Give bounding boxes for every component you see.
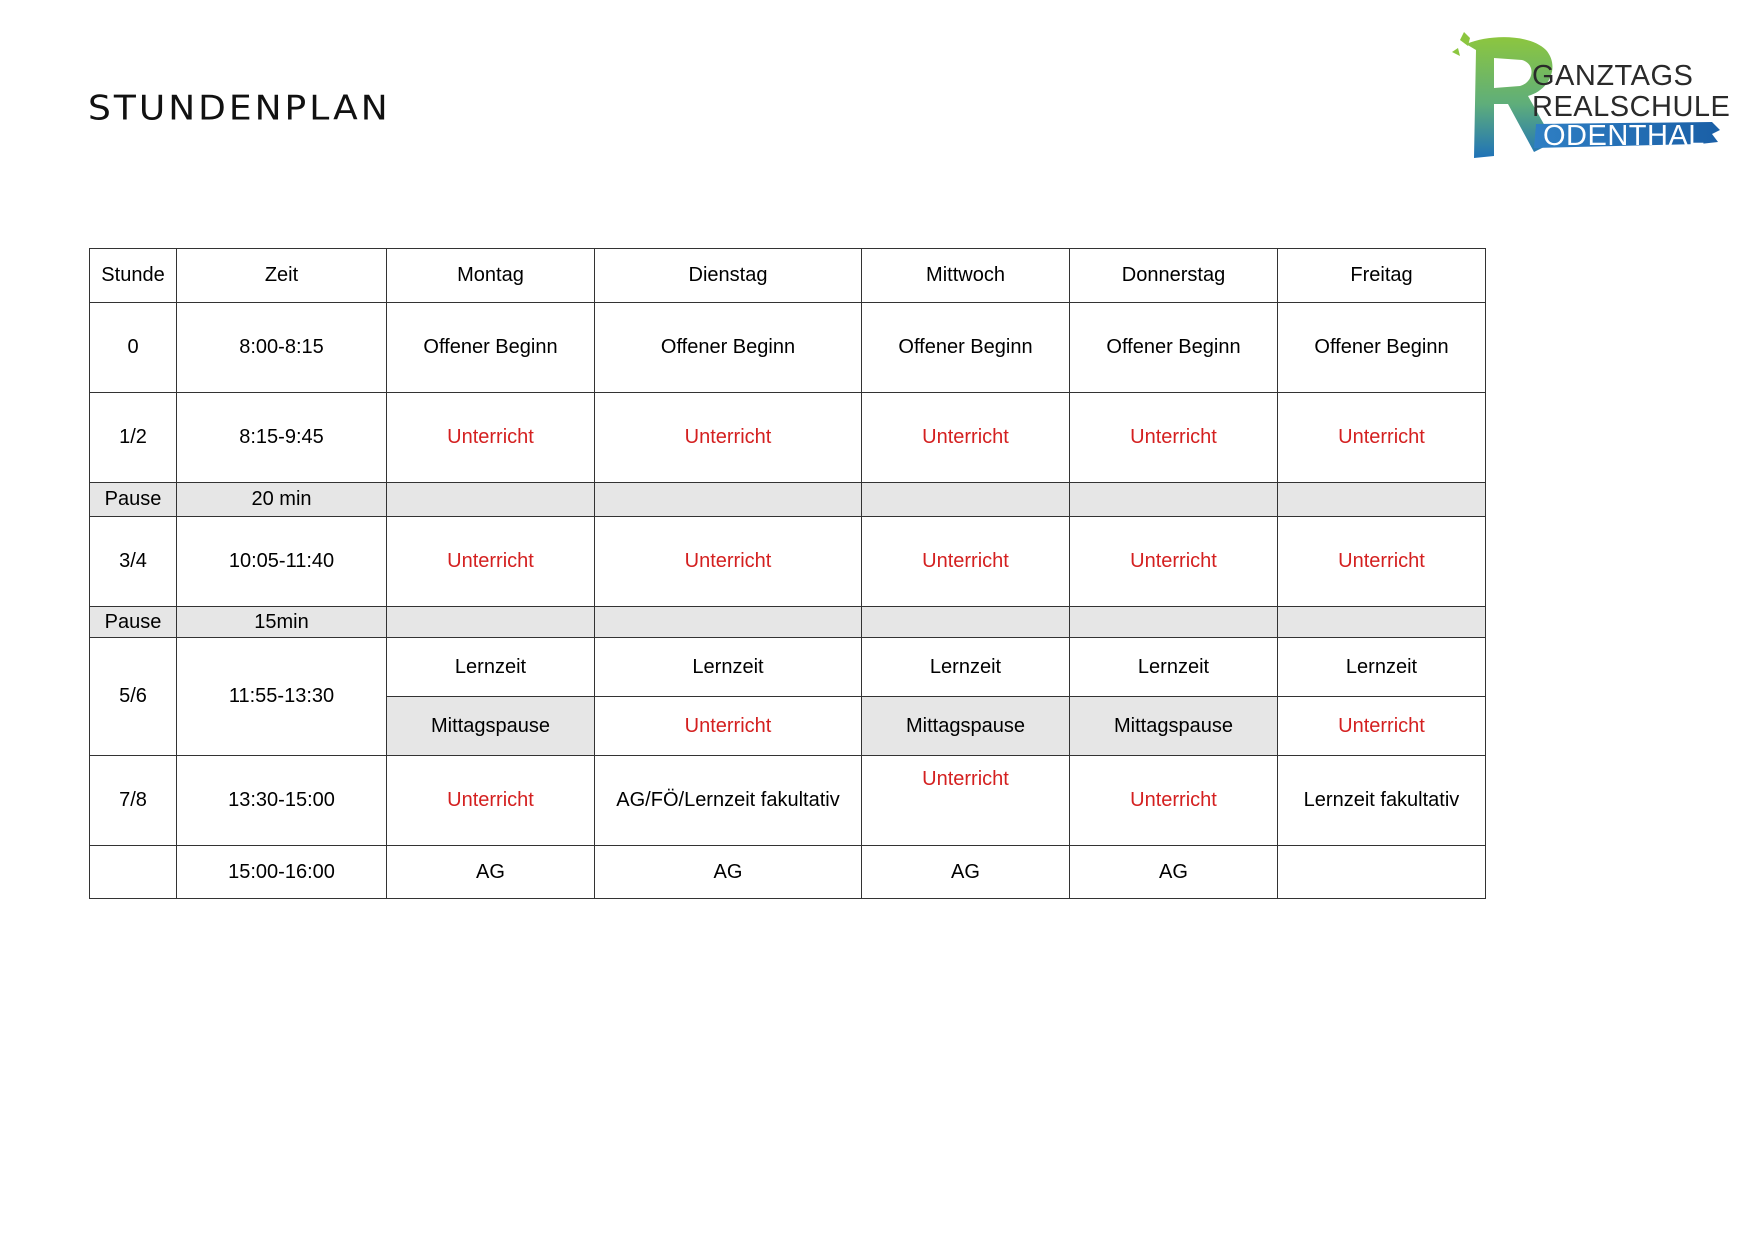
lesson-cell	[1278, 846, 1486, 899]
period-time: 10:05-11:40	[177, 517, 387, 607]
period-number: 7/8	[90, 756, 177, 846]
header-day: Dienstag	[595, 249, 862, 303]
pause-duration: 15min	[177, 607, 387, 638]
period-number: 1/2	[90, 393, 177, 483]
period-number: 5/6	[90, 638, 177, 756]
period-time: 8:00-8:15	[177, 303, 387, 393]
table-row	[90, 517, 1486, 607]
header-day: Montag	[387, 249, 595, 303]
pause-row	[90, 607, 1486, 638]
timetable	[89, 248, 1486, 899]
header-stunde: Stunde	[90, 249, 177, 303]
lesson-cell: Unterricht	[862, 393, 1070, 483]
lesson-cell: Unterricht	[862, 517, 1070, 607]
pause-label: Pause	[90, 607, 177, 638]
lesson-cell: Offener Beginn	[1278, 303, 1486, 393]
pause-cell	[1070, 607, 1278, 638]
pause-label: Pause	[90, 483, 177, 517]
lesson-cell: AG	[387, 846, 595, 899]
lesson-cell: Unterricht	[1278, 393, 1486, 483]
period-time: 8:15-9:45	[177, 393, 387, 483]
lesson-cell: Offener Beginn	[387, 303, 595, 393]
table-row	[90, 303, 1486, 393]
pause-cell	[595, 483, 862, 517]
pause-cell	[387, 483, 595, 517]
lesson-cell: Unterricht	[595, 393, 862, 483]
pause-cell	[387, 607, 595, 638]
lesson-cell: AG	[1070, 846, 1278, 899]
lesson-cell: Lernzeit	[1070, 638, 1278, 697]
pause-cell	[1070, 483, 1278, 517]
lesson-cell: Lernzeit	[1278, 638, 1486, 697]
pause-duration: 20 min	[177, 483, 387, 517]
pause-row	[90, 483, 1486, 517]
school-logo	[1450, 30, 1730, 162]
logo-text-ganztags: GANZTAGS	[1532, 60, 1694, 92]
pause-cell	[1278, 483, 1486, 517]
lesson-cell: AG	[595, 846, 862, 899]
lesson-cell: Mittagspause	[387, 697, 595, 756]
pause-cell	[595, 607, 862, 638]
lesson-cell: AG/FÖ/Lernzeit fakultativ	[595, 756, 862, 846]
period-number	[90, 846, 177, 899]
page-title: STUNDENPLAN	[88, 89, 391, 128]
lesson-cell: Lernzeit	[387, 638, 595, 697]
period-time: 11:55-13:30	[177, 638, 387, 756]
lesson-cell: Lernzeit	[862, 638, 1070, 697]
table-row	[90, 638, 1486, 697]
table-row	[90, 393, 1486, 483]
lesson-cell: Offener Beginn	[595, 303, 862, 393]
lesson-cell: Unterricht	[1070, 756, 1278, 846]
lesson-cell: Offener Beginn	[862, 303, 1070, 393]
lesson-cell: Mittagspause	[862, 697, 1070, 756]
lesson-cell: Lernzeit	[595, 638, 862, 697]
lesson-cell: Lernzeit fakultativ	[1278, 756, 1486, 846]
lesson-cell: Offener Beginn	[1070, 303, 1278, 393]
period-number: 3/4	[90, 517, 177, 607]
lesson-cell: Unterricht	[595, 697, 862, 756]
table-row	[90, 846, 1486, 899]
period-time: 15:00-16:00	[177, 846, 387, 899]
lesson-cell: Unterricht	[1278, 517, 1486, 607]
header-day: Mittwoch	[862, 249, 1070, 303]
header-row	[90, 249, 1486, 303]
lesson-cell: Unterricht	[387, 517, 595, 607]
pause-cell	[1278, 607, 1486, 638]
header-zeit: Zeit	[177, 249, 387, 303]
period-number: 0	[90, 303, 177, 393]
logo-text-realschule: REALSCHULE	[1532, 91, 1731, 123]
lesson-cell: Unterricht	[387, 756, 595, 846]
logo-text-odenthal: ODENTHAL	[1543, 120, 1705, 152]
lesson-cell: Unterricht	[1278, 697, 1486, 756]
lesson-cell: Mittagspause	[1070, 697, 1278, 756]
lesson-cell: Unterricht	[1070, 393, 1278, 483]
lesson-cell: Unterricht	[595, 517, 862, 607]
header-day: Freitag	[1278, 249, 1486, 303]
header-day: Donnerstag	[1070, 249, 1278, 303]
lesson-cell: Unterricht	[1070, 517, 1278, 607]
lesson-cell: AG	[862, 846, 1070, 899]
table-row	[90, 756, 1486, 846]
lesson-cell: Unterricht	[387, 393, 595, 483]
pause-cell	[862, 483, 1070, 517]
lesson-cell: Unterricht	[862, 756, 1070, 846]
period-time: 13:30-15:00	[177, 756, 387, 846]
pause-cell	[862, 607, 1070, 638]
